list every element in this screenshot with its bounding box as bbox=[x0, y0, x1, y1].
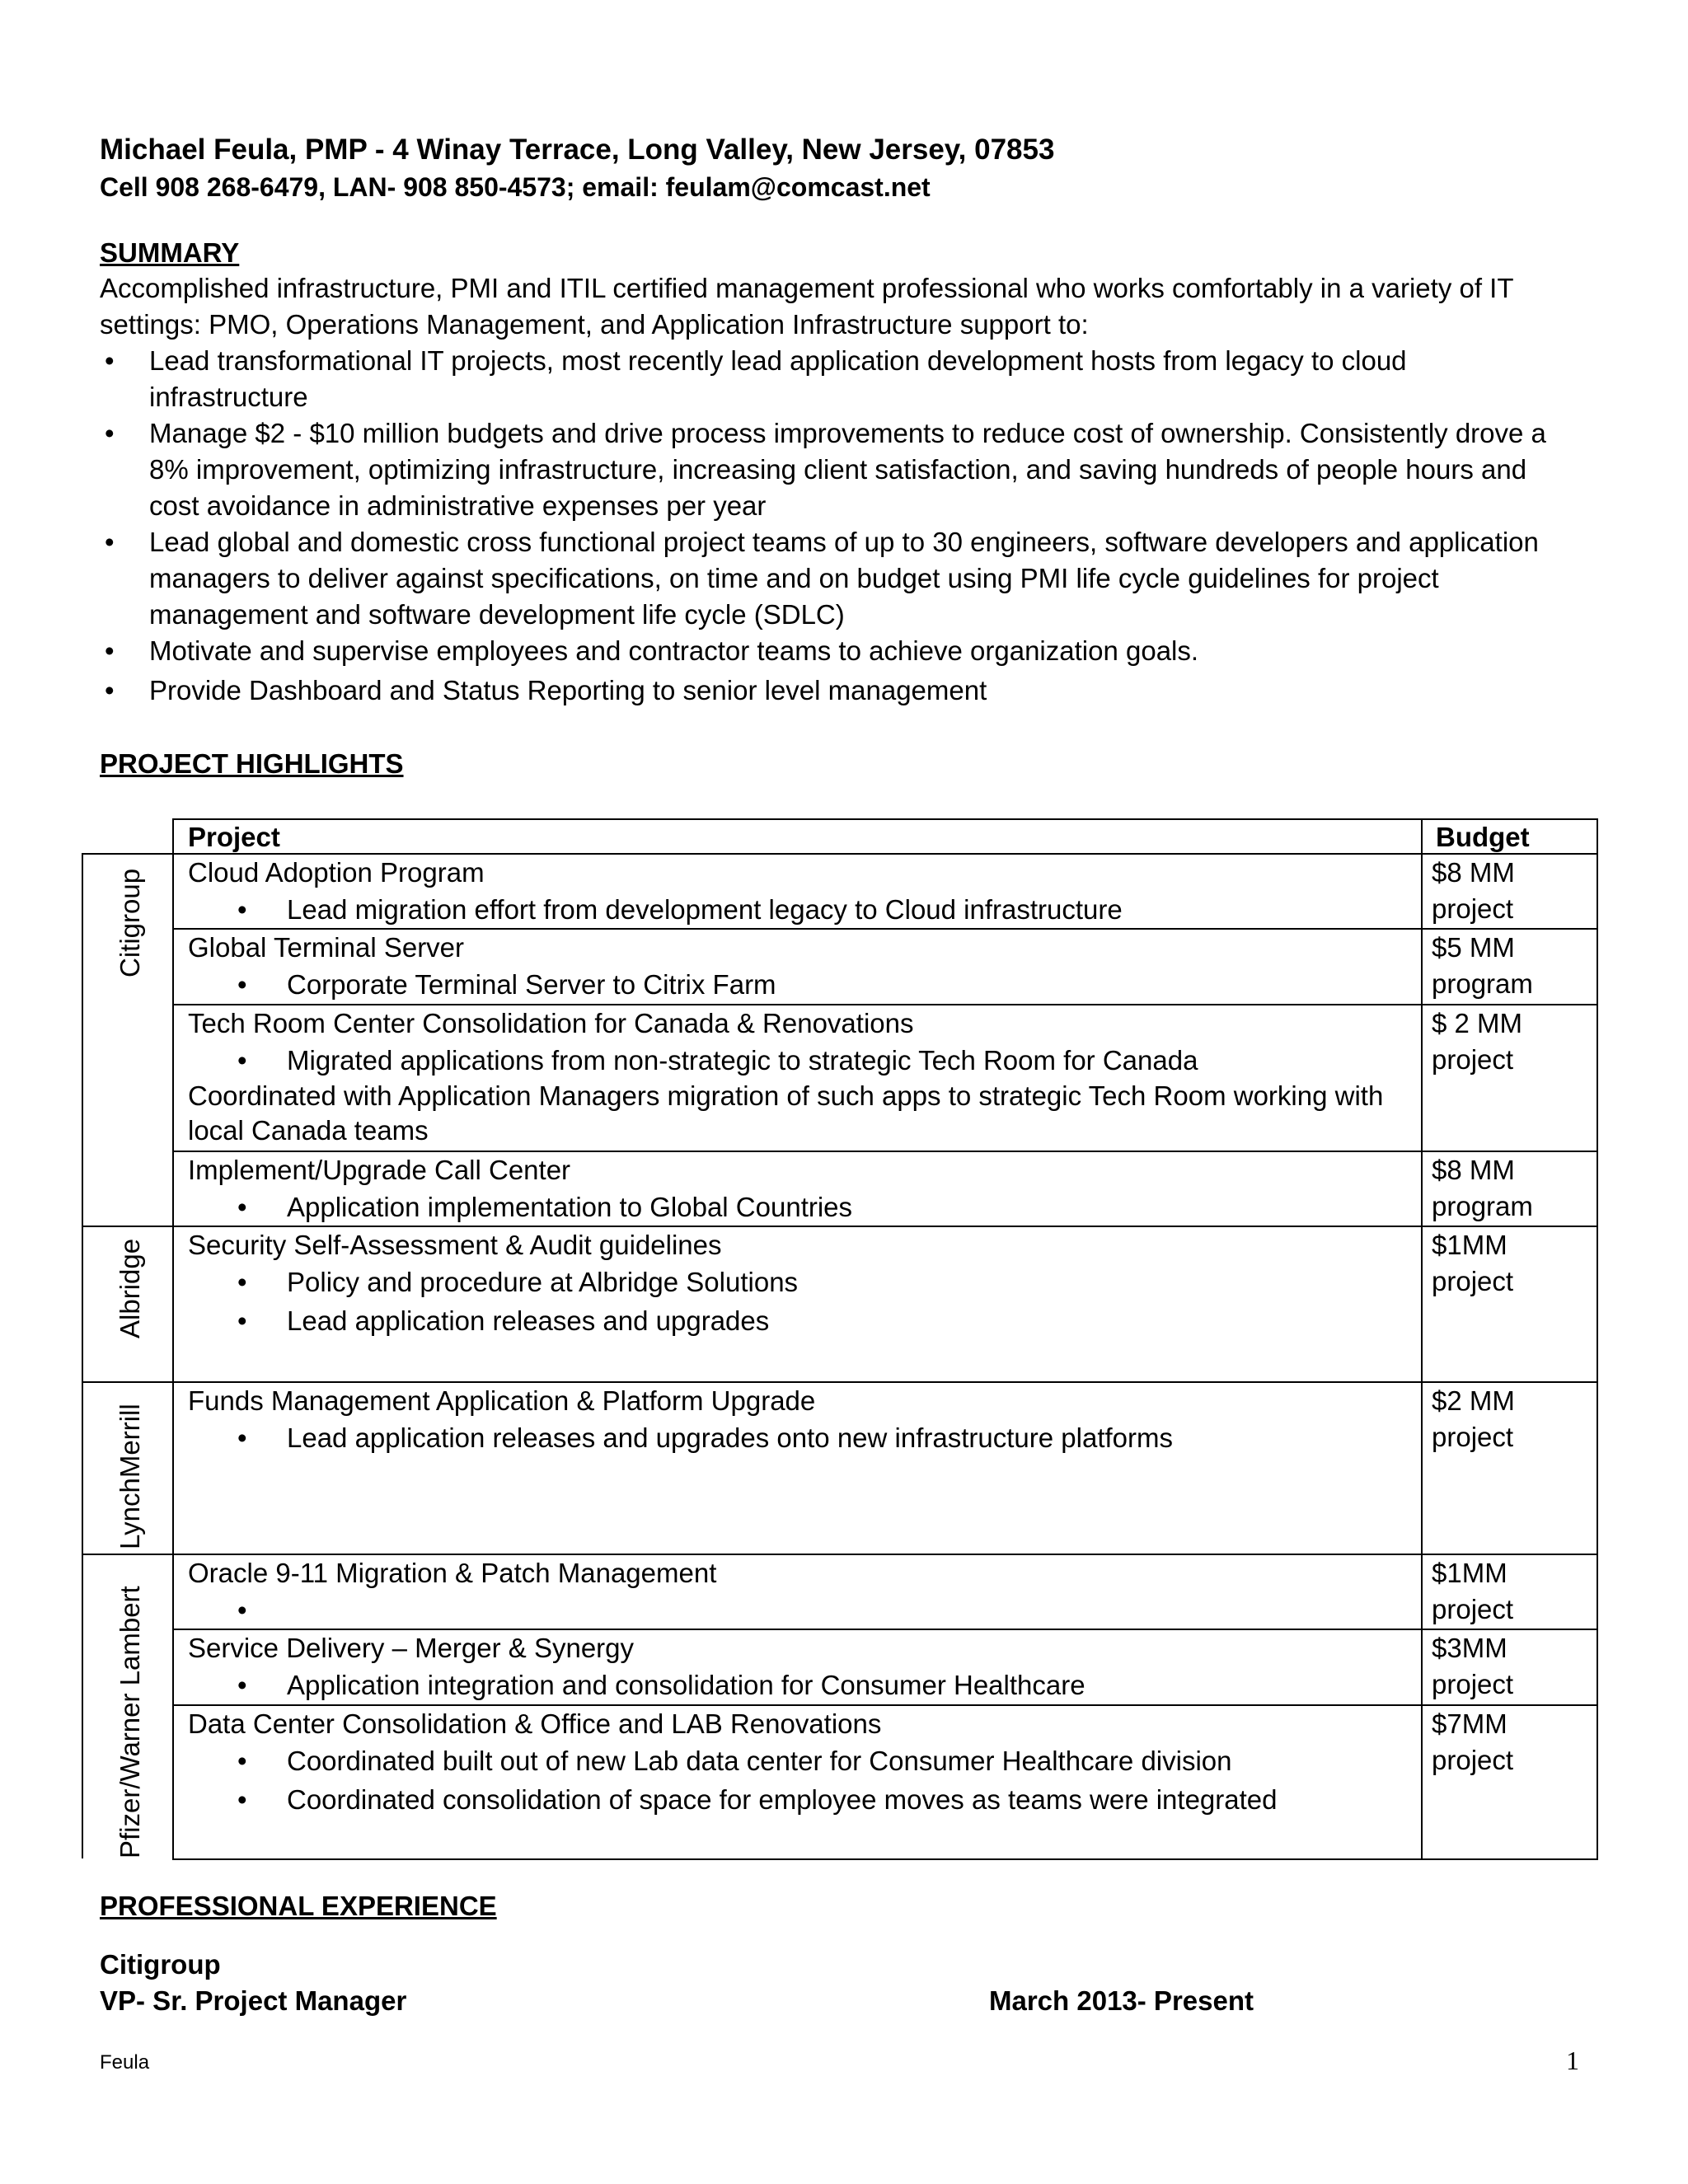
bullet-icon: • bbox=[105, 675, 115, 705]
budget-amount: $1MM bbox=[1432, 1558, 1507, 1588]
footer-name: Feula bbox=[100, 2051, 150, 2074]
project-title: Cloud Adoption Program bbox=[188, 857, 485, 888]
table-rule bbox=[1421, 818, 1423, 1860]
project-extra: Coordinated with Application Managers migration of such apps to strategic Tech Room working with local Canada teams bbox=[188, 1080, 1384, 1146]
table-rule bbox=[172, 1858, 1598, 1860]
bullet-icon: • bbox=[237, 1422, 247, 1453]
column-header-budget: Budget bbox=[1436, 822, 1530, 852]
list-item bbox=[100, 673, 1567, 709]
budget-amount: $7MM bbox=[1432, 1708, 1507, 1739]
list-item bbox=[100, 415, 1567, 524]
list-item-text: Lead transformational IT projects, most recently lead application development hosts from legacy to cloud infrastructure bbox=[149, 345, 1407, 412]
budget-amount: $8 MM bbox=[1432, 857, 1515, 888]
budget-type: program bbox=[1432, 968, 1533, 999]
bullet-icon: • bbox=[105, 527, 115, 557]
experience-company: Citigroup bbox=[100, 1949, 221, 1980]
budget-type: project bbox=[1432, 1266, 1514, 1296]
name-address-line: Michael Feula, PMP - 4 Winay Terrace, Long Valley, New Jersey, 07853 bbox=[100, 134, 1055, 166]
company-label-pfizer: Pfizer/Warner Lambert bbox=[115, 1586, 145, 1858]
budget-type: project bbox=[1432, 893, 1514, 924]
summary-intro: Accomplished infrastructure, PMI and ITIL certified management professional who works comfortably in a variety of IT settings: PMO, Operations Management, and Application Infrastructure support to: bbox=[100, 273, 1513, 340]
bullet-icon: • bbox=[237, 1267, 247, 1297]
table-rule bbox=[1597, 818, 1598, 1860]
project-bullet-text: Application integration and consolidation for Consumer Healthcare bbox=[287, 1670, 1085, 1700]
project-bullet-text: Coordinated consolidation of space for employee moves as teams were integrated bbox=[287, 1784, 1278, 1815]
table-rule bbox=[172, 818, 1598, 820]
table-rule bbox=[172, 818, 174, 1860]
budget-amount: $5 MM bbox=[1432, 932, 1515, 963]
budget-type: project bbox=[1432, 1669, 1514, 1699]
project-bullet-text: Corporate Terminal Server to Citrix Farm bbox=[287, 969, 776, 1000]
list-item-text: Lead global and domestic cross functional project teams of up to 30 engineers, software developers and application managers to deliver against specifications, on time and on budget using PMI life cycle guidelines for project management and software development life cycle (SDLC) bbox=[149, 527, 1539, 630]
experience-role: VP- Sr. Project Manager bbox=[100, 1985, 407, 2016]
project-title: Global Terminal Server bbox=[188, 932, 465, 963]
bullet-icon: • bbox=[237, 1670, 247, 1700]
experience-dates: March 2013- Present bbox=[989, 1985, 1254, 2016]
budget-type: project bbox=[1432, 1594, 1514, 1624]
bullet-icon: • bbox=[237, 1045, 247, 1076]
list-item-text: Motivate and supervise employees and contractor teams to achieve organization goals. bbox=[149, 635, 1199, 666]
page-number: 1 bbox=[1566, 2046, 1579, 2075]
experience-heading: PROFESSIONAL EXPERIENCE bbox=[100, 1891, 497, 1921]
project-title: Security Self-Assessment & Audit guidelines bbox=[188, 1230, 722, 1260]
project-title: Tech Room Center Consolidation for Canada & Renovations bbox=[188, 1008, 914, 1038]
budget-amount: $3MM bbox=[1432, 1633, 1507, 1663]
budget-amount: $2 MM bbox=[1432, 1385, 1515, 1416]
budget-amount: $8 MM bbox=[1432, 1155, 1515, 1185]
table-rule bbox=[82, 853, 83, 1858]
bullet-icon: • bbox=[237, 1784, 247, 1815]
project-bullet-text: Application implementation to Global Countries bbox=[287, 1192, 853, 1222]
list-item bbox=[100, 524, 1567, 633]
list-item-text: Provide Dashboard and Status Reporting to senior level management bbox=[149, 675, 987, 705]
column-header-project: Project bbox=[188, 822, 280, 852]
project-title: Data Center Consolidation & Office and LAB Renovations bbox=[188, 1708, 882, 1739]
list-item bbox=[100, 343, 1567, 415]
bullet-icon: • bbox=[237, 1305, 247, 1336]
bullet-icon: • bbox=[237, 894, 247, 925]
summary-heading: SUMMARY bbox=[100, 237, 240, 268]
header bbox=[100, 130, 1583, 204]
list-item-text: Manage $2 - $10 million budgets and drive process improvements to reduce cost of ownership. Consistently drove a 8% improvement, optimizing infrastructure, increasing client satisfaction, and saving hundreds of people hours and cost avoidance in administrative expenses per year bbox=[149, 418, 1546, 521]
budget-type: program bbox=[1432, 1191, 1533, 1221]
bullet-icon: • bbox=[237, 1192, 247, 1222]
bullet-icon: • bbox=[105, 418, 115, 448]
company-label-albridge: Albridge bbox=[115, 1238, 145, 1338]
project-bullet-text: Migrated applications from non-strategic to strategic Tech Room for Canada bbox=[287, 1045, 1198, 1076]
budget-amount: $1MM bbox=[1432, 1230, 1507, 1260]
company-label-citigroup: Citigroup bbox=[115, 868, 145, 977]
budget-type: project bbox=[1432, 1745, 1514, 1775]
project-bullet-text: Lead application releases and upgrades bbox=[287, 1305, 770, 1336]
project-bullet-text: Policy and procedure at Albridge Solutions bbox=[287, 1267, 799, 1297]
list-item bbox=[100, 633, 1567, 669]
bullet-icon: • bbox=[105, 635, 115, 666]
budget-type: project bbox=[1432, 1422, 1514, 1452]
project-bullet-text: Lead migration effort from development legacy to Cloud infrastructure bbox=[287, 894, 1123, 925]
budget-amount: $ 2 MM bbox=[1432, 1008, 1523, 1038]
project-highlights-heading: PROJECT HIGHLIGHTS bbox=[100, 748, 404, 779]
project-title: Service Delivery – Merger & Synergy bbox=[188, 1633, 635, 1663]
project-title: Funds Management Application & Platform Upgrade bbox=[188, 1385, 816, 1416]
contact-line: Cell 908 268-6479, LAN- 908 850-4573; email: feulam@comcast.net bbox=[100, 172, 931, 202]
project-bullet-text: Lead application releases and upgrades onto new infrastructure platforms bbox=[287, 1422, 1173, 1453]
bullet-icon: • bbox=[237, 1746, 247, 1776]
company-label-merrill-lynch: LynchMerrill bbox=[115, 1404, 145, 1549]
bullet-icon: • bbox=[237, 969, 247, 1000]
bullet-icon: • bbox=[237, 1595, 247, 1625]
project-bullet-text: Coordinated built out of new Lab data center for Consumer Healthcare division bbox=[287, 1746, 1232, 1776]
budget-type: project bbox=[1432, 1044, 1514, 1075]
project-title: Implement/Upgrade Call Center bbox=[188, 1155, 571, 1185]
summary-list bbox=[100, 343, 1567, 709]
project-title: Oracle 9-11 Migration & Patch Management bbox=[188, 1558, 717, 1588]
bullet-icon: • bbox=[105, 345, 115, 376]
